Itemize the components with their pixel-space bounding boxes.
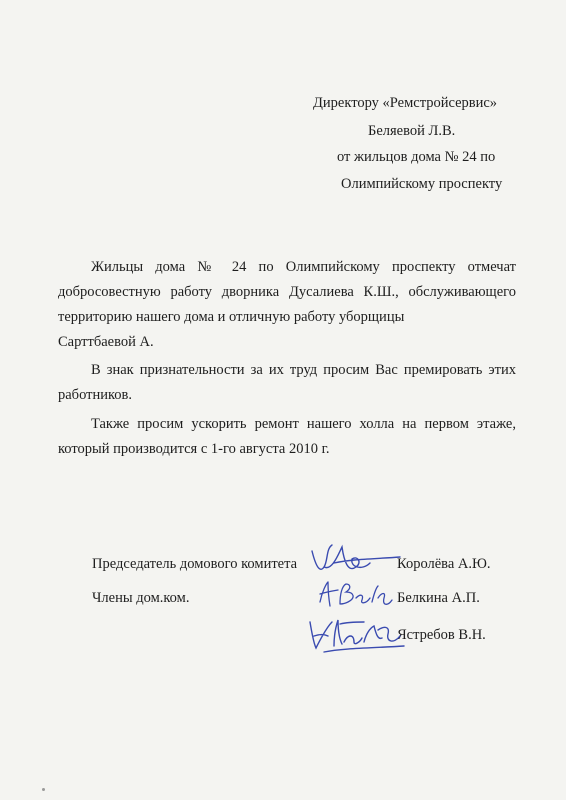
chair-signature bbox=[304, 537, 404, 581]
member2-signature bbox=[304, 612, 408, 658]
members-role: Члены дом.ком. bbox=[92, 590, 190, 606]
letter-paragraph-2 bbox=[58, 358, 516, 408]
addressee-street: Олимпийскому проспекту bbox=[341, 176, 503, 192]
paragraph-2-text: В знак признательности за их труд просим Вас премировать этих работников. bbox=[58, 362, 516, 403]
addressee-from: от жильцов дома № 24 по bbox=[337, 149, 496, 165]
addressee-director: Директору «Ремстройсервис» bbox=[313, 95, 498, 111]
paragraph-3-text: Также просим ускорить ремонт нашего холла на первом этаже, который производится с 1-го августа 2010 г. bbox=[58, 416, 516, 457]
addressee-name: Беляевой Л.В. bbox=[368, 123, 456, 139]
paragraph-1-tail: Сарттбаевой А. bbox=[58, 334, 154, 350]
chair-name: Королёва А.Ю. bbox=[397, 556, 491, 572]
letter-paragraph-3 bbox=[58, 412, 516, 462]
paragraph-1-text: Жильцы дома № 24 по Олимпийскому проспекту отмечат добросовестную работу дворника Дусалиева К.Ш., обслуживающего территорию нашего дома и отличную работу уборщицы bbox=[58, 259, 516, 325]
paper-speck bbox=[42, 788, 45, 791]
member1-signature bbox=[316, 576, 396, 612]
letter-paragraph-1 bbox=[58, 255, 516, 355]
chair-role: Председатель домового комитета bbox=[92, 556, 298, 572]
member1-name: Белкина А.П. bbox=[397, 590, 480, 606]
member2-name: Ястребов В.Н. bbox=[397, 627, 486, 643]
